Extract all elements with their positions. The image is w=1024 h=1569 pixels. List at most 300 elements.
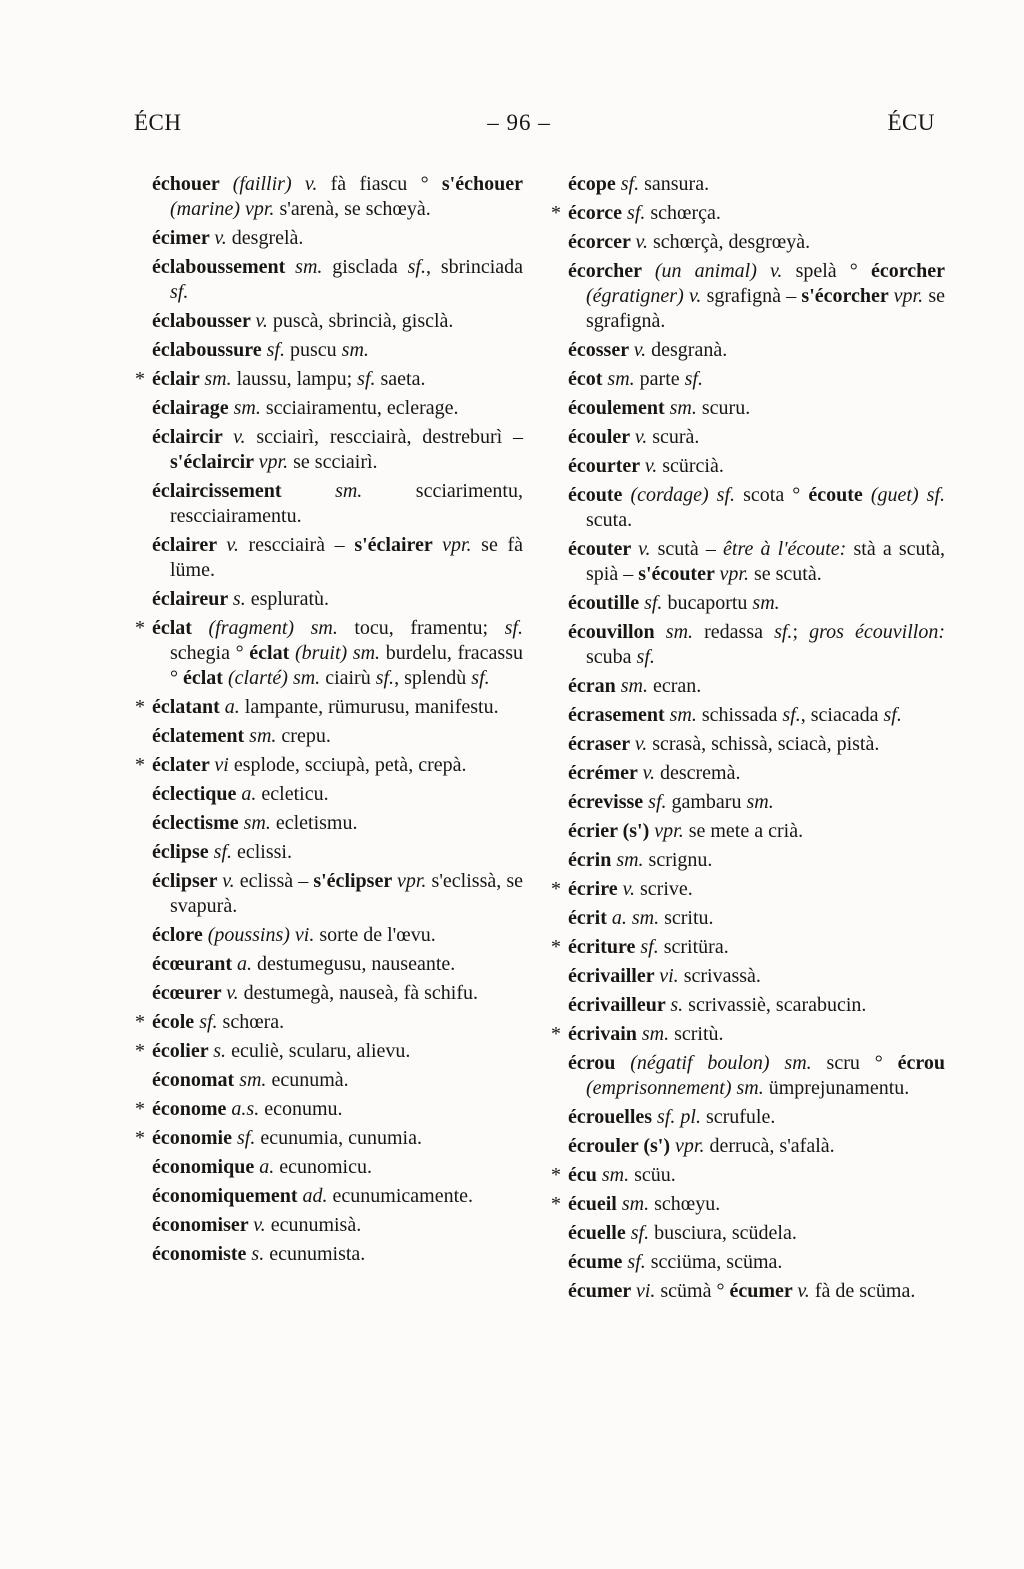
dictionary-entry [568,537,945,587]
headword: économiser [152,1214,254,1236]
grammar-tag: sm. [620,675,653,697]
headword: écriture [568,936,641,958]
translation-text: ecunumisà. [270,1214,362,1236]
dictionary-entry [568,338,945,363]
headword: éclore [152,924,208,946]
grammar-tag: vi. [659,965,684,987]
translation-text: scuba [586,646,637,668]
grammar-tag: v. [644,455,663,477]
dictionary-entry [152,840,523,865]
dictionary-entry [152,1155,523,1180]
grammar-tag: (bruit) sm. [294,642,386,664]
grammar-tag: v. [633,339,652,361]
dictionary-entry [551,1022,945,1047]
headword: écrier (s') [568,820,655,842]
grammar-tag: gros écouvillon: [809,621,946,643]
headword: écumer [568,1280,636,1302]
translation-text: scciairì, rescciairà, destreburì – [256,426,523,448]
translation-text: econumu. [264,1098,343,1120]
asterisk-marker: * [135,1011,145,1033]
translation-text: scrivassà. [683,965,761,987]
headword: écourter [568,455,645,477]
grammar-tag: (un animal) v. [654,260,796,282]
grammar-tag: (fragment) sm. [208,617,355,639]
grammar-tag: sf. [883,704,902,726]
grammar-tag: (guet) sf. [870,484,946,506]
dictionary-entry [152,1184,523,1209]
grammar-tag: (cordage) sf. [630,484,744,506]
headword: écuelle [568,1222,631,1244]
dictionary-entry [568,1134,945,1159]
translation-text: eclissà – [239,870,314,892]
translation-text: ecunomicu. [279,1156,372,1178]
translation-text: ecunumicamente. [332,1185,474,1207]
grammar-tag: sm. [669,397,702,419]
grammar-tag: sf. [684,368,703,390]
dictionary-entry [568,906,945,931]
grammar-tag: sf. [627,1251,651,1273]
headword: écoute [568,484,631,506]
headword: s'échouer [441,173,523,195]
dictionary-entry [152,724,523,749]
grammar-tag: vpr. [654,820,689,842]
translation-text: destumegà, nauseà, fà schifu. [243,982,478,1004]
grammar-tag: vpr. [258,451,294,473]
dictionary-entry [152,1068,523,1093]
translation-text: bucaportu [667,592,753,614]
translation-text: scru ° [826,1052,898,1074]
translation-text: scuru. [701,397,751,419]
dictionary-entry [152,981,523,1006]
headword: éclaboussure [152,339,267,361]
dictionary-entry [568,1221,945,1246]
translation-text: se sgrafignà. [586,285,945,332]
translation-text: scümà ° [660,1280,730,1302]
grammar-tag: sm. [249,725,282,747]
grammar-tag: sm. [295,256,333,278]
translation-text: ecran. [653,675,702,697]
grammar-tag: (égratigner) v. [586,285,707,307]
dictionary-entry [568,172,945,197]
grammar-tag: sf. [170,281,189,303]
dictionary-entry [152,172,523,222]
grammar-tag: sf. [266,339,290,361]
grammar-tag: ad. [302,1185,333,1207]
translation-text: scritù. [674,1023,724,1045]
grammar-tag: sm. [616,849,649,871]
dictionary-entry [568,259,945,334]
asterisk-marker: * [551,202,561,224]
dictionary-entry [135,1126,523,1151]
grammar-tag: vpr. [893,285,929,307]
grammar-tag: sm. [243,812,276,834]
translation-text: eculiè, scularu, alievu. [231,1040,411,1062]
dictionary-entry [568,1051,945,1101]
headword: éclaircir [152,426,234,448]
grammar-tag: v. [222,870,240,892]
headword: écot [568,368,608,390]
page-number: – 96 – [487,110,551,135]
grammar-tag: sf. [407,256,426,278]
grammar-tag: vpr. [396,870,432,892]
headword: écrivain [568,1023,642,1045]
translation-text: ciairù [325,667,376,689]
asterisk-marker: * [551,936,561,958]
translation-text: , splendù [394,667,472,689]
dictionary-entry [568,761,945,786]
dictionary-entry [135,753,523,778]
grammar-tag: sf. [782,704,801,726]
headword: écouter [568,538,639,560]
translation-text: tocu, framentu; [354,617,505,639]
headword: s'éclairer [354,534,443,556]
grammar-tag: sm. [341,339,369,361]
headword: écorcher [568,260,655,282]
dictionary-entry [568,230,945,255]
dictionary-entry [551,877,945,902]
headword: école [152,1011,200,1033]
dictionary-entry [568,819,945,844]
translation-text: scciairamentu, eclerage. [265,397,459,419]
dictionary-entry [152,1213,523,1238]
translation-text: espluratù. [250,588,330,610]
dictionary-entry [152,255,523,305]
headword: écrou [897,1052,945,1074]
translation-text: crepu. [281,725,331,747]
asterisk-marker: * [135,754,145,776]
dictionary-entry [135,695,523,720]
grammar-tag: v. [214,227,232,249]
translation-text: laussu, lampu; [236,368,358,390]
dictionary-entry [152,338,523,363]
grammar-tag: v. [226,534,249,556]
asterisk-marker: * [135,1040,145,1062]
grammar-tag: sm. [665,621,705,643]
translation-text: schissada [701,704,783,726]
translation-text: destumegusu, nauseante. [256,953,456,975]
dictionary-entry [135,367,523,392]
grammar-tag: a. [224,696,245,718]
translation-text: ecleticu. [261,783,329,805]
headword: éclairer [152,534,227,556]
dictionary-entry [568,483,945,533]
headword: écosser [568,339,634,361]
grammar-tag: v. [634,426,653,448]
dictionary-entry [152,811,523,836]
translation-text: schœra. [222,1011,285,1033]
translation-text: desgrelà. [231,227,304,249]
asterisk-marker: * [135,368,145,390]
dictionary-entry [135,1039,523,1064]
dictionary-column-right [551,172,945,1308]
headword: s'écouter [638,563,720,585]
dictionary-entry [152,396,523,421]
headword: économe [152,1098,232,1120]
translation-text: schœrça. [650,202,721,224]
grammar-tag: sm. [335,480,416,502]
headword: écœurant [152,953,237,975]
headword: écrevisse [568,791,649,813]
headword: économat [152,1069,240,1091]
translation-text: gisclada [332,256,408,278]
dictionary-entry [568,396,945,421]
headword: écraser [568,733,635,755]
headword: écran [568,675,621,697]
translation-text: schegia ° [170,642,250,664]
dictionary-entry [152,425,523,475]
headword: éclater [152,754,215,776]
translation-text: scüu. [634,1164,676,1186]
dictionary-entry [551,935,945,960]
asterisk-marker: * [551,1193,561,1215]
grammar-tag: sm. [233,397,266,419]
translation-text: scciarimentu, rescciairamentu. [170,480,523,527]
dictionary-entry [152,782,523,807]
grammar-tag: sm. [601,1164,635,1186]
guide-word-right: ÉCU [887,110,935,135]
dictionary-entry [152,952,523,977]
translation-text: desgranà. [651,339,728,361]
headword: s'éclaircir [170,451,259,473]
translation-text: ; [792,621,810,643]
headword: éclat [183,667,228,689]
translation-text: fà de scüma. [814,1280,916,1302]
headword: écrouler (s') [568,1135,676,1157]
headword: éclair [152,368,205,390]
grammar-tag: v. [255,310,273,332]
translation-text: lampante, rümurusu, manifestu. [244,696,499,718]
dictionary-entry [152,533,523,583]
dictionary-entry [568,993,945,1018]
headword: s'écorcher [801,285,894,307]
headword: écope [568,173,621,195]
headword: écume [568,1251,628,1273]
grammar-tag: (faillir) v. [232,173,331,195]
translation-text: scritüra. [663,936,729,958]
headword: éclaircissement [152,480,336,502]
dictionary-entry [152,923,523,948]
translation-text: scritu. [664,907,714,929]
headword: écrémer [568,762,643,784]
translation-text: s'eclissà, se svapurà. [170,870,524,917]
headword: écrasement [568,704,670,726]
translation-text: scrufule. [705,1106,776,1128]
headword: s'éclipser [313,870,397,892]
headword: éclat [152,617,209,639]
translation-text: esplode, scciupà, petà, crepà. [233,754,467,776]
grammar-tag: sf. [236,1127,261,1149]
translation-text: se mete a crià. [688,820,804,842]
headword: écu [568,1164,602,1186]
dictionary-entry [152,309,523,334]
grammar-tag: sf. [357,368,381,390]
headword: écolier [152,1040,214,1062]
grammar-tag: a. [236,953,257,975]
asterisk-marker: * [135,696,145,718]
asterisk-marker: * [551,1164,561,1186]
headword: économiquement [152,1185,303,1207]
translation-text: sansura. [644,173,710,195]
translation-text: saeta. [380,368,426,390]
translation-text: se scciairì. [293,451,378,473]
translation-text: , sbrinciada [425,256,523,278]
headword: éclipse [152,841,214,863]
headword: écoulement [568,397,670,419]
dictionary-entry [568,848,945,873]
grammar-tag: vi [214,754,234,776]
grammar-tag: sm. [641,1023,675,1045]
grammar-tag: (marine) vpr. [170,198,280,220]
dictionary-entry [568,1105,945,1130]
headword: éclatant [152,696,225,718]
translation-text: ümprejunamentu. [768,1077,910,1099]
headword: éclat [249,642,295,664]
translation-text: spelà ° [795,260,871,282]
grammar-tag: sf. [213,841,237,863]
headword: écorcer [568,231,636,253]
headword: éclabousser [152,310,256,332]
dictionary-entry [568,1279,945,1304]
dictionary-entry [152,479,523,529]
headword: écumer [729,1280,798,1302]
grammar-tag: (négatif boulon) sm. [630,1052,827,1074]
translation-text: derrucà, s'afalà. [709,1135,835,1157]
grammar-tag: sm. [621,1193,655,1215]
headword: éclipser [152,870,223,892]
grammar-tag: v. [797,1280,815,1302]
asterisk-marker: * [551,1023,561,1045]
translation-text: scrive. [640,878,693,900]
translation-text: eclissi. [237,841,292,863]
headword: écrivailler [568,965,660,987]
headword: échouer [152,173,233,195]
headword: éclectisme [152,812,244,834]
dictionary-entry [152,226,523,251]
dictionary-entry [568,454,945,479]
headword: éclaireur [152,588,233,610]
grammar-tag: (clarté) sm. [227,667,326,689]
grammar-tag: sf. [627,202,651,224]
grammar-tag: sm. [746,791,774,813]
headword: économique [152,1156,260,1178]
grammar-tag: sm. [752,592,780,614]
translation-text: scutà – [657,538,724,560]
dictionary-entry [568,620,945,670]
headword: écorce [568,202,628,224]
grammar-tag: sf. [620,173,645,195]
translation-text: busciura, scüdela. [654,1222,797,1244]
headword: écrit [568,907,612,929]
translation-text: scrignu. [648,849,713,871]
translation-text: puscu [289,339,342,361]
headword: écoutille [568,592,645,614]
dictionary-column-left [135,172,523,1271]
guide-word-left: ÉCH [134,110,182,135]
grammar-tag: (emprisonnement) sm. [586,1077,769,1099]
grammar-tag: sm. [239,1069,272,1091]
translation-text: scrivassiè, scarabucin. [688,994,867,1016]
grammar-tag: sf. pl. [657,1106,706,1128]
grammar-tag: a. [241,783,262,805]
dictionary-entry [568,790,945,815]
translation-text: puscà, sbrincià, gisclà. [272,310,454,332]
grammar-tag: vpr. [675,1135,710,1157]
grammar-tag: v. [226,982,244,1004]
translation-text: sorte de l'œvu. [319,924,436,946]
translation-text: descremà. [659,762,741,784]
dictionary-entry [568,703,945,728]
grammar-tag: v. [622,878,640,900]
dictionary-entry [135,1097,523,1122]
grammar-tag: être à l'écoute: [723,538,854,560]
grammar-tag: sf. [648,791,672,813]
dictionary-entry [152,587,523,612]
grammar-tag: sf. [375,667,395,689]
headword: écouvillon [568,621,666,643]
grammar-tag: sm. [669,704,702,726]
grammar-tag: v. [638,538,658,560]
headword: écrin [568,849,617,871]
grammar-tag: vpr. [719,563,754,585]
headword: écœurer [152,982,227,1004]
headword: écrire [568,878,623,900]
grammar-tag: sf. [640,936,664,958]
translation-text: scota ° [743,484,809,506]
translation-text: schœyu. [654,1193,721,1215]
translation-text: redassa [704,621,775,643]
translation-text: ecunumà. [271,1069,349,1091]
asterisk-marker: * [135,617,145,639]
grammar-tag: s. [670,994,689,1016]
grammar-tag: sm. [204,368,237,390]
headword: écimer [152,227,215,249]
headword: écorcher [870,260,945,282]
translation-text: sgrafignà – [706,285,802,307]
grammar-tag: s. [232,588,251,610]
translation-text: scürcià. [662,455,724,477]
grammar-tag: v. [642,762,660,784]
headword: éclaboussement [152,256,296,278]
headword: économiste [152,1243,252,1265]
dictionary-entry [568,1250,945,1275]
dictionary-entry [551,201,945,226]
grammar-tag: v. [253,1214,271,1236]
dictionary-entry [568,732,945,757]
dictionary-entry [568,425,945,450]
translation-text: stà a scutà, spià – [586,538,945,585]
headword: écrivailleur [568,994,671,1016]
dictionary-entry [551,1163,945,1188]
grammar-tag: sf. [636,646,655,668]
headword: écoute [808,484,871,506]
grammar-tag: v. [233,426,257,448]
grammar-tag: sf. [504,617,523,639]
grammar-tag: vpr. [442,534,482,556]
translation-text: rescciairà – [248,534,355,556]
dictionary-entry [152,1242,523,1267]
page-header [0,110,1024,142]
grammar-tag: (poussins) vi. [207,924,320,946]
translation-text: schœrçà, desgrœyà. [652,231,811,253]
dictionary-entry [568,367,945,392]
translation-text: parte [639,368,685,390]
grammar-tag: a. sm. [611,907,665,929]
grammar-tag: s. [251,1243,270,1265]
grammar-tag: a. [259,1156,280,1178]
headword: écouler [568,426,635,448]
translation-text: ecunumista. [269,1243,366,1265]
translation-text: fà fiascu ° [330,173,442,195]
